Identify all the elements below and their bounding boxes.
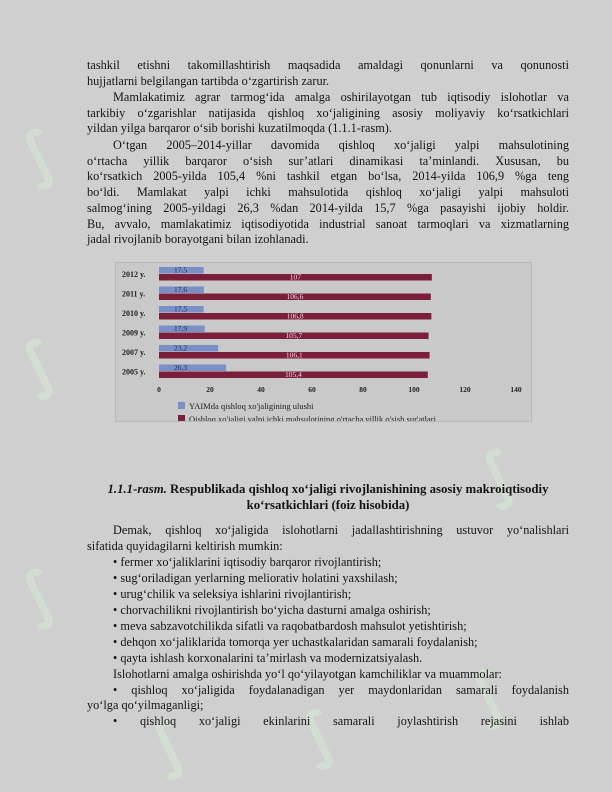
text-line: jadal rivojlanib borayotgani bilan izohlanadi. <box>87 232 309 247</box>
data-label: 106,6 <box>286 292 304 301</box>
chart-svg <box>116 263 531 421</box>
figure-caption <box>87 481 569 513</box>
text-line: bo‘ldi. Mamlakat yalpi ichki mahsulotida qishloq xo‘jaligi yalpi mahsuloti <box>87 185 569 200</box>
legend-label: YAIMda qishloq xo'jaligining ulushi <box>189 401 314 411</box>
text-line: Islohotlarni amalga oshirishda yo‘l qo‘yilayotgan kamchiliklar va muammolar: <box>113 667 502 681</box>
text-line: • qishloq xo‘jaligida foydalanadigan yer maydonlaridan samarali foydalanish <box>113 682 569 697</box>
paragraph-4 <box>87 523 569 554</box>
category-label: 2005 y. <box>122 367 146 377</box>
watermark-mid-bottom: ∫ <box>134 705 202 785</box>
paragraph-5 <box>87 667 569 730</box>
category-label: 2012 y. <box>122 270 146 279</box>
text-line: Bu, avvalo, mamlakatimiz iqtisodiyotida industrial sanoat tarmoqlari va xizmatlarning <box>87 216 569 231</box>
data-label: 17,9 <box>174 324 188 333</box>
data-label: 23,2 <box>174 343 188 353</box>
caption-text: Respublikada qishloq xo‘jaligi rivojlanishining asosiy makroiqtisodiy <box>166 482 549 496</box>
data-label: 17,5 <box>174 304 188 314</box>
watermark-right-mid: ∫ <box>464 435 532 515</box>
category-label: 2007 y. <box>122 348 146 357</box>
data-label: 107 <box>289 272 302 282</box>
x-tick-label: 20 <box>206 385 214 394</box>
category-label: 2010 y. <box>122 309 146 318</box>
bar-chart <box>115 262 532 422</box>
category-label: 2011 y. <box>122 289 146 299</box>
text-line: • qishloq xo‘jaligi ekinlarini samarali joylashtirish rejasini ishlab <box>113 714 569 729</box>
x-tick-label: 0 <box>157 385 161 394</box>
legend-label: Qishloq xo'jaligi yalpi ichki mahsulotining o'rtacha yillik o'sish sur'atlari <box>189 414 436 421</box>
x-tick-label: 60 <box>308 385 316 394</box>
bar-share <box>159 345 218 352</box>
text-line: tashkil etishni takomillashtirish maqsadida amaldagi qonunlarni va qonunosti <box>87 58 569 72</box>
watermark-left-bottom: ∫ <box>4 555 72 635</box>
text-line: o‘rtacha yillik barqaror o‘sish sur’atlari dinamikasi ta’minlandi. Xususan, bu <box>87 153 569 168</box>
watermark-left-top: ∫ <box>4 115 72 195</box>
data-label: 26,3 <box>174 363 188 372</box>
text-line: yildan yilga barqaror o‘sib borishi kuzatilmoqda (1.1.1-rasm). <box>87 121 392 136</box>
list-item: • chorvachilikni rivojlantirish bo‘yicha dasturni amalga oshirish; <box>113 603 431 617</box>
list-item: • fermer xo‘jaliklarini iqtisodiy barqaror rivojlantirish; <box>113 555 382 569</box>
caption-number: 1.1.1-rasm. <box>107 482 167 496</box>
data-label: 17,5 <box>174 265 188 275</box>
list-item: • meva sabzavotchilikda sifatli va raqobatbardosh mahsulot yetishtirish; <box>113 619 467 633</box>
text-line: yo‘lga qo‘yilmaganligi; <box>87 698 204 713</box>
data-label: 106,1 <box>285 350 303 360</box>
x-tick-label: 40 <box>257 385 265 394</box>
paragraph-3 <box>87 138 569 248</box>
x-tick-label: 120 <box>459 385 471 394</box>
watermark-right-bottom: ∫ <box>454 655 522 735</box>
text-line: Mamlakatimiz agrar tarmog‘ida amalga oshirilayotgan tub iqtisodiy islohotlar va <box>113 90 569 104</box>
paragraph-1 <box>87 58 569 89</box>
text-line: tarkibiy o‘zgarishlar natijasida qishloq xo‘jaligining asosiy moliyaviy ko‘rsatkichlari <box>87 105 569 120</box>
x-tick-label: 80 <box>359 385 367 394</box>
category-label: 2009 y. <box>122 328 146 338</box>
paragraph-2 <box>87 90 569 137</box>
text-line: sifatida quyidagilarni keltirish mumkin: <box>87 538 283 553</box>
list-item: • urug‘chilik va seleksiya ishlarini rivojlantirish; <box>113 587 352 601</box>
text-line: ko‘rsatkich 2005-yilda 105,4 %ni tashkil etgan bo‘lsa, 2014-yilda 106,9 %ga teng <box>87 169 569 184</box>
data-label: 105,7 <box>285 331 303 340</box>
legend-swatch <box>178 402 185 409</box>
list-item: • sug‘oriladigan yerlarning meliorativ holatini yaxshilash; <box>113 571 398 585</box>
text-line: salmog‘ining 2005-yildagi 26,3 %dan 2014-yilda 15,7 %ga pasayishi ijobiy holdir. <box>87 200 569 215</box>
data-label: 105,4 <box>284 370 302 379</box>
text-line: O‘tgan 2005–2014-yillar davomida qishloq xo‘jaligi yalpi mahsulotining <box>113 138 569 152</box>
list-item: • qayta ishlash korxonalarini ta’mirlash va modernizatsiyalash. <box>113 651 423 665</box>
x-tick-label: 140 <box>510 385 522 394</box>
text-line: Demak, qishloq xo‘jaligida islohotlarni jadallashtirishning ustuvor yo‘nalishlari <box>113 523 569 537</box>
x-tick-label: 100 <box>408 385 420 394</box>
bar-share <box>159 365 226 372</box>
data-label: 17,6 <box>174 285 188 294</box>
data-label: 106,8 <box>286 311 304 321</box>
legend-swatch <box>178 415 185 421</box>
watermark-center-bottom: ∫ <box>284 695 352 775</box>
text-line: hujjatlarni belgilangan tartibda o‘zgartirish zarur. <box>87 73 330 88</box>
watermark-left-mid: ∫ <box>4 325 72 405</box>
list-item: • dehqon xo‘jaliklarida tomorqa yer uchastkalaridan samarali foydalanish; <box>113 635 478 649</box>
caption-text-2: ko‘rsatkichlari (foiz hisobida) <box>246 498 410 512</box>
